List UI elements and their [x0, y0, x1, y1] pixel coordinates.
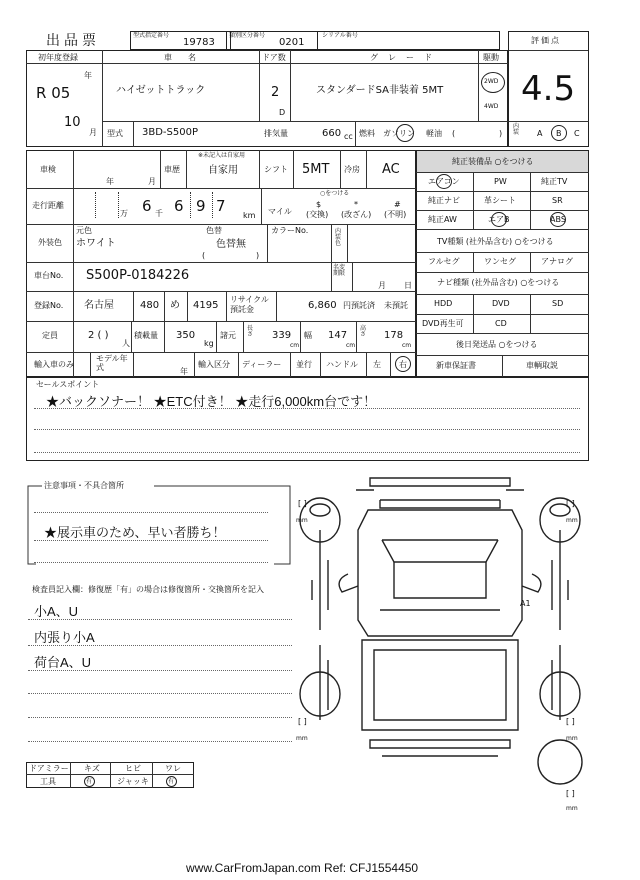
fuel-other-close: )	[499, 129, 503, 138]
equip-leather: 革シート	[484, 196, 516, 205]
inspector-line-3: 荷台A、U	[34, 655, 92, 670]
mm-rear-right-bracket: [ ]	[566, 717, 575, 726]
load-label: 積載量	[134, 331, 158, 340]
nav-hdd: HDD	[434, 299, 453, 308]
legend-jack: ジャッキ	[117, 777, 149, 786]
equip-sr: SR	[552, 196, 563, 205]
plate-kana: め	[170, 300, 180, 311]
mileage-man-unit: 万	[120, 209, 128, 218]
equip-abs-circle	[550, 212, 566, 227]
nav-dvd: DVD	[492, 299, 510, 308]
mileage-opt-mile: マイル	[268, 207, 292, 216]
import-label: 輸入車のみ	[34, 360, 74, 369]
category-box	[226, 31, 318, 50]
category-label: 類別区分番号	[229, 32, 266, 39]
capacity-unit: 人	[122, 339, 130, 348]
notes-frame	[24, 476, 294, 572]
tv-oneseg: ワンセグ	[484, 257, 516, 266]
score-value: 4.5	[521, 69, 576, 109]
usage-note: ※未記入は自家用	[198, 152, 246, 159]
ac-label: 冷房	[344, 165, 360, 174]
legend-crack: ヒビ	[125, 764, 141, 773]
recycle-label: リサイクル預託金	[230, 295, 269, 314]
color-label: 外装色	[38, 238, 62, 247]
capacity-label: 定員	[42, 331, 58, 340]
change-month: 月	[378, 281, 386, 290]
displacement-value: 660	[322, 128, 342, 139]
mileage-sen-unit: 千	[155, 209, 163, 218]
car-name-label: 車名	[164, 53, 212, 62]
docs-warranty: 新車保証書	[436, 361, 476, 370]
handle-left: 左	[373, 360, 381, 369]
width-value: 147	[328, 330, 348, 341]
equip-airbag-circle	[491, 212, 507, 227]
sales-point-text: ★バックソナー！ ★ETC付き！ ★走行6,000km台です！	[46, 394, 377, 409]
grade-value: スタンダードSA非装着 5MT	[316, 85, 444, 96]
dims-label: 諸元	[220, 331, 236, 340]
first-reg-month: 10	[64, 115, 81, 130]
width-label: 幅	[304, 331, 312, 340]
frame-no: S500P-0184226	[86, 268, 190, 283]
serial-box	[317, 31, 500, 50]
shift-label: シフト	[264, 165, 288, 174]
shift-value: 5MT	[302, 162, 330, 177]
interior-selected-circle	[551, 125, 567, 141]
interior-label: 内装	[513, 123, 520, 136]
mileage-opt-unknown: (不明)	[384, 210, 407, 219]
tv-fullseg: フルセグ	[428, 257, 460, 266]
legend-tools-yes: 有	[86, 778, 93, 785]
handle-label: ハンドル	[326, 360, 358, 369]
length-value: 339	[272, 330, 292, 341]
drive-2wd: 2WD	[484, 78, 499, 85]
displacement-unit: cc	[344, 132, 353, 141]
model-year-label: モデル年式	[96, 354, 128, 372]
handle-right: 右	[399, 360, 407, 369]
tv-analog: アナログ	[541, 257, 573, 266]
mileage-digit-1: 6	[142, 197, 152, 215]
legend-tools: 工具	[40, 777, 56, 786]
height-label: 高さ	[360, 325, 367, 338]
grade-label: グレード	[370, 53, 442, 62]
notes-label: 注意事項・不具合箇所	[44, 481, 124, 490]
width-unit: cm	[346, 342, 356, 349]
frame-label: 車台No.	[34, 271, 64, 280]
inspector-line-1: 小A、U	[34, 604, 79, 619]
import-parallel: 並行	[296, 360, 312, 369]
mm-front-right: mm	[566, 517, 578, 524]
legend-break: ワレ	[165, 764, 181, 773]
recycle-amount: 6,860	[308, 300, 337, 311]
fuel-label: 燃料	[359, 129, 375, 138]
mileage-note: ○をつける	[320, 190, 350, 197]
drive-4wd: 4WD	[484, 103, 499, 110]
sheet-title: 出品票	[46, 33, 100, 49]
import-dealer: ディーラー	[242, 360, 282, 369]
import-type-label: 輸入区分	[198, 360, 230, 369]
model-year-unit: 年	[180, 367, 188, 376]
year-unit: 年	[84, 71, 92, 80]
nav-dvd-play: DVD再生可	[422, 319, 464, 328]
original-color-label: 元色	[76, 226, 92, 235]
first-reg-year: R 05	[36, 84, 71, 102]
recycle-unpaid: 未預託	[384, 301, 408, 310]
legend-jack-yes: 有	[168, 778, 175, 785]
capacity-value: 2 ( )	[88, 330, 109, 341]
sales-point-box	[26, 377, 589, 461]
equip-tv: 純正TV	[541, 177, 568, 186]
length-label: 長さ	[247, 325, 254, 338]
equip-aircon-circle	[436, 174, 452, 189]
mm-rear-left: mm	[296, 735, 308, 742]
first-reg-label: 初年度登録	[38, 53, 78, 62]
change-deadline-label: 名変期限	[333, 264, 346, 277]
change-day: 日	[404, 281, 412, 290]
docs-title: 後日発送品 ○をつける	[456, 340, 538, 349]
fuel-gasoline: ガソリン	[383, 129, 415, 138]
repaint-value: 色替無	[216, 239, 246, 250]
height-value: 178	[384, 330, 404, 341]
mileage-opt-unknown-sym: #	[394, 200, 401, 209]
interior-color-label: 内装色	[335, 228, 342, 247]
plate-class: 480	[140, 300, 160, 311]
mileage-opt-tamper-sym: *	[354, 200, 358, 209]
mm-rear-left-bracket: [ ]	[298, 717, 307, 726]
model-cert-no: 19783	[183, 37, 215, 48]
equip-aw: 純正AW	[428, 215, 457, 224]
damage-mark-a1: A1	[520, 599, 531, 608]
interior-grade-b: B	[556, 129, 562, 138]
score-label: 評価点	[531, 36, 561, 45]
legend-scratch: キズ	[84, 764, 100, 773]
legend-mirror: ドアミラー	[29, 764, 69, 773]
original-color: ホワイト	[76, 238, 116, 249]
details-box	[26, 150, 416, 377]
length-unit: cm	[290, 342, 300, 349]
ac-value: AC	[382, 162, 400, 177]
height-unit: cm	[402, 342, 412, 349]
mileage-opt-tamper: (改ざん)	[341, 210, 372, 219]
equip-nav: 純正ナビ	[428, 196, 460, 205]
nav-cd: CD	[495, 319, 507, 328]
model-cert-box	[130, 31, 231, 50]
mm-spare: mm	[566, 805, 578, 812]
footer-ref: www.CarFromJapan.com Ref: CFJ1554450	[186, 861, 419, 875]
category-no: 0201	[279, 37, 305, 48]
drive-label: 駆動	[483, 53, 499, 62]
notes-text: ★展示車のため、早い者勝ち！	[44, 525, 226, 540]
doors-label: ドア数	[262, 53, 286, 62]
inspection-label: 車検	[40, 165, 56, 174]
equip-pw: PW	[494, 177, 507, 186]
docs-manual: 車輌取説	[526, 361, 558, 370]
mm-front-left-bracket: [ ]	[298, 499, 307, 508]
mm-spare-bracket: [ ]	[566, 789, 575, 798]
model-type-label: 型式	[107, 129, 123, 138]
fuel-diesel: 軽油	[426, 129, 442, 138]
mileage-digit-2: 6	[174, 197, 184, 215]
model-cert-label: 型式指定番号	[133, 32, 170, 39]
load-unit: kg	[204, 339, 214, 348]
usage-label: 車歴	[164, 165, 180, 174]
equipment-title: 純正装備品 ○をつける	[452, 157, 534, 166]
sales-point-label: セールスポイント	[36, 380, 100, 389]
interior-grade-a: A	[537, 129, 543, 138]
fuel-other-open: (	[452, 129, 456, 138]
color-no-label: カラーNo.	[271, 226, 309, 235]
displacement-label: 排気量	[264, 129, 288, 138]
nav-title: ナビ種類 (社外品含む) ○をつける	[437, 278, 560, 287]
inspector-line-2: 内張り小A	[34, 630, 95, 645]
inspection-year-unit: 年	[106, 177, 114, 186]
recycle-status: 円預託済	[343, 301, 375, 310]
car-name: ハイゼットトラック	[116, 85, 206, 96]
inspection-month-unit: 月	[148, 177, 156, 186]
serial-label: シリアル番号	[322, 32, 358, 39]
fuel-selected-circle	[396, 124, 414, 142]
mileage-digit-4: 7	[216, 197, 226, 215]
mileage-km-unit: km	[243, 211, 256, 220]
mileage-label: 走行距離	[32, 201, 64, 210]
doors-value: 2	[271, 85, 280, 100]
interior-grade-c: C	[574, 129, 580, 138]
month-unit: 月	[89, 128, 97, 137]
load-value: 350	[176, 330, 196, 341]
usage-value: 自家用	[208, 165, 238, 176]
door-type: D	[279, 108, 286, 117]
equip-abs: ABS	[550, 215, 566, 224]
mileage-opt-exchange: (交換)	[306, 210, 329, 219]
plate-number: 4195	[193, 300, 219, 311]
nav-sd: SD	[552, 299, 564, 308]
mileage-digit-3: 9	[196, 197, 206, 215]
mm-rear-right: mm	[566, 735, 578, 742]
inspector-label: 検査員記入欄：修復歴「有」の場合は修復箇所・交換箇所を記入	[32, 585, 264, 594]
mileage-opt-exchange-sym: $	[316, 200, 322, 209]
equip-aircon: エアコン	[428, 177, 460, 186]
equip-airbag: エアB	[488, 215, 510, 224]
tv-title: TV種類 (社外品含む) ○をつける	[437, 237, 554, 246]
plate-area: 名古屋	[84, 300, 114, 311]
repaint-label: 色替	[206, 226, 222, 235]
car-body-diagram	[290, 470, 600, 820]
mm-front-right-bracket: [ ]	[566, 499, 575, 508]
mm-front-left: mm	[296, 517, 308, 524]
plate-label: 登録No.	[34, 301, 64, 310]
model-type: 3BD-S500P	[142, 127, 198, 138]
